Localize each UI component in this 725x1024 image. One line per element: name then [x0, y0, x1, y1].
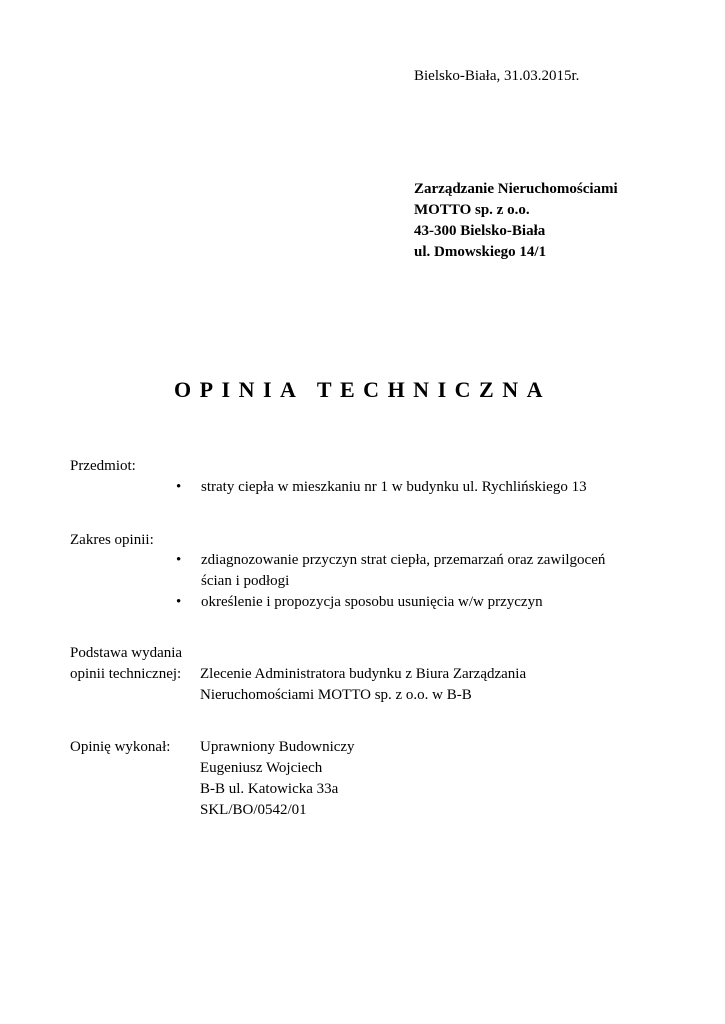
basis-text-line: Zlecenie Administratora budynku z Biura Zarządzania [200, 666, 527, 682]
addressee-block [414, 179, 618, 263]
document-date: Bielsko-Biała, 31.03.2015r. [414, 68, 580, 84]
bullet-icon: • [176, 479, 182, 495]
addressee-line: Zarządzanie Nieruchomościami [414, 181, 618, 197]
scope-label: Zakres opinii: [70, 532, 154, 548]
subject-bullet-list [176, 477, 587, 498]
basis-text [200, 664, 526, 706]
basis-label-line: opinii technicznej: [70, 666, 182, 682]
addressee-line: ul. Dmowskiego 14/1 [414, 244, 547, 260]
list-item [176, 550, 605, 592]
document-title: OPINIA TECHNICZNA [174, 377, 551, 402]
list-item-text: ścian i podłogi [201, 573, 290, 589]
basis-label-line: Podstawa wydania [70, 645, 183, 661]
author-line: B-B ul. Katowicka 33a [200, 781, 339, 797]
bullet-icon: • [176, 594, 182, 610]
addressee-line: MOTTO sp. z o.o. [414, 202, 530, 218]
subject-label: Przedmiot: [70, 458, 136, 474]
list-item-text: określenie i propozycja sposobu usunięcia w/w przyczyn [201, 594, 543, 610]
list-item [176, 592, 605, 613]
scope-bullet-list [176, 550, 605, 613]
bullet-icon: • [176, 552, 182, 568]
addressee-line: 43-300 Bielsko-Biała [414, 223, 546, 239]
list-item-text: straty ciepła w mieszkaniu nr 1 w budynku ul. Rychlińskiego 13 [201, 479, 587, 495]
author-line: Uprawniony Budowniczy [200, 739, 355, 755]
list-item [176, 477, 587, 498]
basis-label [70, 643, 182, 685]
author-label: Opinię wykonał: [70, 739, 171, 755]
author-details [200, 737, 355, 821]
basis-text-line: Nieruchomościami MOTTO sp. z o.o. w B-B [200, 687, 472, 703]
list-item-text: zdiagnozowanie przyczyn strat ciepła, przemarzań oraz zawilgoceń [201, 552, 606, 568]
author-line: Eugeniusz Wojciech [200, 760, 323, 776]
author-line: SKL/BO/0542/01 [200, 802, 307, 818]
